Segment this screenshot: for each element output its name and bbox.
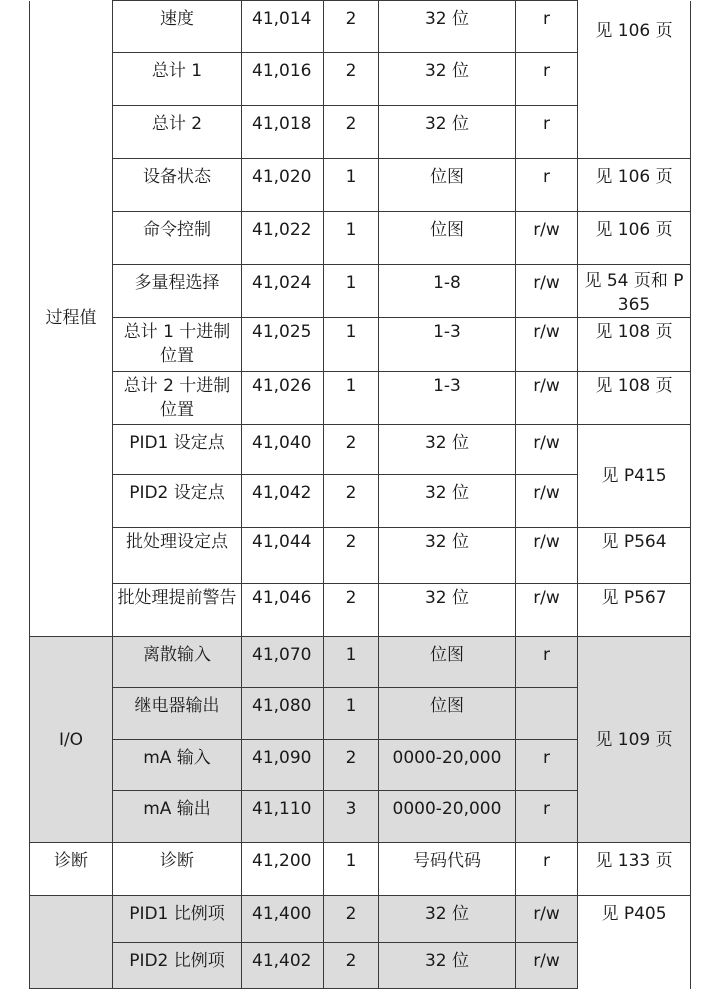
register-count: 1 (324, 265, 379, 318)
table-row (30, 637, 691, 688)
register-access: r (516, 791, 578, 843)
register-count: 2 (324, 740, 379, 791)
register-count: 2 (324, 53, 379, 106)
register-address: 41,070 (242, 637, 324, 688)
reference-note: 见 133 页 (578, 843, 691, 896)
register-count: 2 (324, 584, 379, 637)
reference-note: 见 P564 (578, 528, 691, 584)
group-label-diag: 诊断 (30, 843, 113, 896)
register-name: 继电器输出 (113, 688, 242, 740)
register-type: 0000-20,000 (379, 791, 516, 843)
register-type: 1-3 (379, 372, 516, 425)
register-count: 1 (324, 318, 379, 372)
table-row (30, 843, 691, 896)
register-name: 总计 1 十进制位置 (113, 318, 242, 372)
register-access: r/w (516, 896, 578, 943)
register-name: 总计 2 十进制位置 (113, 372, 242, 425)
register-access: r (516, 843, 578, 896)
register-address: 41,022 (242, 212, 324, 265)
table-row (30, 265, 691, 318)
register-count: 2 (324, 1, 379, 53)
register-address: 41,014 (242, 1, 324, 53)
register-count: 1 (324, 372, 379, 425)
register-count: 1 (324, 159, 379, 212)
register-type: 1-8 (379, 265, 516, 318)
reference-note: 见 P567 (578, 584, 691, 637)
register-count: 1 (324, 212, 379, 265)
register-name: mA 输出 (113, 791, 242, 843)
register-access: r/w (516, 318, 578, 372)
register-access: r (516, 1, 578, 53)
reference-note: 见 P405 (578, 896, 691, 989)
register-count: 2 (324, 528, 379, 584)
table-row (30, 896, 691, 943)
register-name: 诊断 (113, 843, 242, 896)
register-count: 2 (324, 943, 379, 989)
reference-note: 见 106 页 (578, 212, 691, 265)
register-type: 32 位 (379, 943, 516, 989)
register-count: 1 (324, 637, 379, 688)
group-label-pid (30, 896, 113, 989)
register-name: 命令控制 (113, 212, 242, 265)
register-name: 离散输入 (113, 637, 242, 688)
register-access: r/w (516, 528, 578, 584)
register-address: 41,026 (242, 372, 324, 425)
reference-note: 见 106 页 (578, 1, 691, 159)
register-type: 号码代码 (379, 843, 516, 896)
register-access: r/w (516, 425, 578, 475)
register-address: 41,042 (242, 475, 324, 528)
register-type: 32 位 (379, 425, 516, 475)
register-type: 0000-20,000 (379, 740, 516, 791)
register-address: 41,020 (242, 159, 324, 212)
register-type: 32 位 (379, 896, 516, 943)
register-table (29, 0, 691, 989)
reference-note: 见 108 页 (578, 318, 691, 372)
register-type: 32 位 (379, 584, 516, 637)
register-address: 41,400 (242, 896, 324, 943)
register-name: 批处理设定点 (113, 528, 242, 584)
register-access: r/w (516, 212, 578, 265)
register-name: 速度 (113, 1, 242, 53)
register-name: 总计 1 (113, 53, 242, 106)
register-address: 41,044 (242, 528, 324, 584)
register-access: r (516, 53, 578, 106)
register-name: PID1 设定点 (113, 425, 242, 475)
register-address: 41,110 (242, 791, 324, 843)
register-name: 批处理提前警告 (113, 584, 242, 637)
register-address: 41,402 (242, 943, 324, 989)
table-row (30, 528, 691, 584)
register-name: mA 输入 (113, 740, 242, 791)
reference-note: 见 54 页和 P365 (578, 265, 691, 318)
register-name: 多量程选择 (113, 265, 242, 318)
register-access: r (516, 106, 578, 159)
register-access: r/w (516, 584, 578, 637)
register-type: 位图 (379, 212, 516, 265)
register-type: 32 位 (379, 106, 516, 159)
table-row (30, 372, 691, 425)
register-access: r/w (516, 475, 578, 528)
register-type: 位图 (379, 637, 516, 688)
register-count: 2 (324, 475, 379, 528)
register-access: r/w (516, 265, 578, 318)
reference-note: 见 108 页 (578, 372, 691, 425)
register-count: 2 (324, 106, 379, 159)
reference-note: 见 106 页 (578, 159, 691, 212)
table-row (30, 584, 691, 637)
register-count: 1 (324, 843, 379, 896)
register-address: 41,025 (242, 318, 324, 372)
register-name: PID2 比例项 (113, 943, 242, 989)
register-count: 1 (324, 688, 379, 740)
reference-note: 见 109 页 (578, 637, 691, 843)
table-row (30, 212, 691, 265)
register-access: r (516, 740, 578, 791)
table-row (30, 318, 691, 372)
register-address: 41,090 (242, 740, 324, 791)
register-address: 41,080 (242, 688, 324, 740)
register-type: 位图 (379, 688, 516, 740)
group-label-io: I/O (30, 637, 113, 843)
register-access: r (516, 637, 578, 688)
register-address: 41,016 (242, 53, 324, 106)
table-row (30, 1, 691, 53)
register-name: PID1 比例项 (113, 896, 242, 943)
register-access: r/w (516, 943, 578, 989)
register-type: 32 位 (379, 528, 516, 584)
table-row (30, 159, 691, 212)
register-count: 2 (324, 425, 379, 475)
register-address: 41,018 (242, 106, 324, 159)
reference-note: 见 P415 (578, 425, 691, 528)
register-count: 3 (324, 791, 379, 843)
register-address: 41,040 (242, 425, 324, 475)
register-type: 1-3 (379, 318, 516, 372)
register-name: 设备状态 (113, 159, 242, 212)
register-address: 41,024 (242, 265, 324, 318)
register-type: 位图 (379, 159, 516, 212)
register-address: 41,046 (242, 584, 324, 637)
register-count: 2 (324, 896, 379, 943)
register-access: r (516, 159, 578, 212)
register-access (516, 688, 578, 740)
register-name: 总计 2 (113, 106, 242, 159)
register-address: 41,200 (242, 843, 324, 896)
group-label-process: 过程值 (30, 1, 113, 637)
register-type: 32 位 (379, 53, 516, 106)
register-type: 32 位 (379, 475, 516, 528)
register-type: 32 位 (379, 1, 516, 53)
register-access: r/w (516, 372, 578, 425)
register-name: PID2 设定点 (113, 475, 242, 528)
table-row (30, 425, 691, 475)
